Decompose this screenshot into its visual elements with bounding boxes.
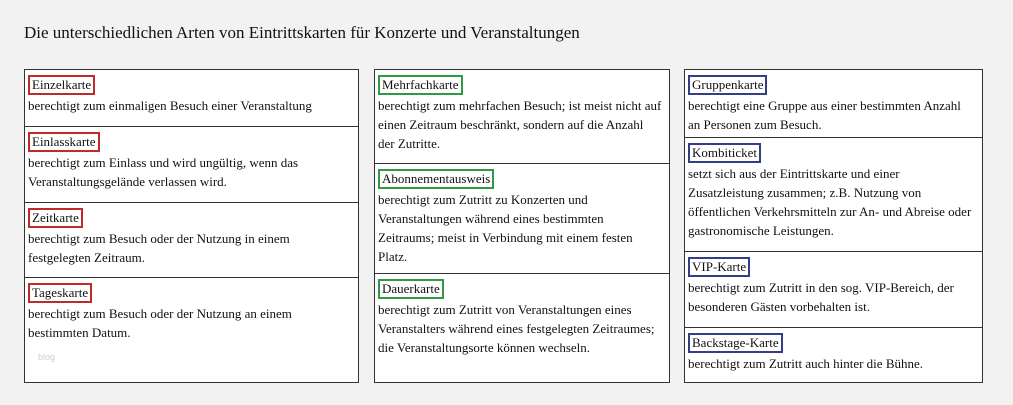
card-tageskarte [25, 278, 358, 382]
card-title: Einlasskarte [28, 132, 100, 152]
card-description: berechtigt zum mehrfachen Besuch; ist meist nicht auf einen Zeitraum beschränkt, sondern auf die Anzahl der Zutritte. [378, 98, 662, 151]
card-title: Dauerkarte [378, 279, 444, 299]
card-description: berechtigt zum Zutritt von Veranstaltungen eines Veranstalters während eines festgelegten Zeitraumes; die Veranstaltungsorte können wechseln. [378, 302, 655, 355]
card-einlasskarte [25, 127, 358, 203]
card-description: berechtigt zum Zutritt in den sog. VIP-Bereich, der besonderen Gästen vorbehalten ist. [688, 280, 954, 314]
card-description: berechtigt zum Einlass und wird ungültig, wenn das Veranstaltungsgelände verlassen wird. [28, 155, 299, 189]
card-gruppenkarte [685, 70, 982, 138]
card-zeitkarte [25, 203, 358, 278]
watermark: blog [38, 352, 56, 362]
card-title: Zeitkarte [28, 208, 83, 228]
card-vip-karte [685, 252, 982, 328]
card-abonnementausweis [375, 164, 669, 274]
card-title: Abonnementausweis [378, 169, 494, 189]
card-mehrfachkarte [375, 70, 669, 164]
card-description: berechtigt eine Gruppe aus einer bestimmten Anzahl an Personen zum Besuch. [688, 98, 961, 132]
card-description: berechtigt zum Zutritt zu Konzerten und Veranstaltungen während eines bestimmten Zeitraums; meist in Verbindung mit einem festen Platz. [378, 192, 633, 264]
card-title: Einzelkarte [28, 75, 95, 95]
ticket-column-2 [374, 69, 670, 383]
card-description: berechtigt zum Besuch oder der Nutzung an einem bestimmten Datum. [28, 306, 292, 340]
card-title: Kombiticket [688, 143, 761, 163]
card-dauerkarte [375, 274, 669, 382]
card-title: Mehrfachkarte [378, 75, 463, 95]
card-title: Tageskarte [28, 283, 92, 303]
card-title: Backstage-Karte [688, 333, 783, 353]
card-description: berechtigt zum Zutritt auch hinter die Bühne. [688, 356, 924, 371]
card-description: setzt sich aus der Eintrittskarte und einer Zusatzleistung zusammen; z.B. Nutzung von öffentlichen Verkehrsmitteln zur An- und Abreise oder gastronomische Leistungen. [688, 166, 972, 238]
card-backstage-karte [685, 328, 982, 382]
page-title: Die unterschiedlichen Arten von Eintrittskarten für Konzerte und Veranstaltungen [24, 23, 580, 42]
card-description: berechtigt zum Besuch oder der Nutzung in einem festgelegten Zeitraum. [28, 231, 290, 265]
card-description: berechtigt zum einmaligen Besuch einer Veranstaltung [28, 98, 312, 113]
card-title: VIP-Karte [688, 257, 750, 277]
card-einzelkarte [25, 70, 358, 127]
ticket-column-3 [684, 69, 983, 383]
card-kombiticket [685, 138, 982, 252]
card-title: Gruppenkarte [688, 75, 767, 95]
ticket-column-1 [24, 69, 359, 383]
